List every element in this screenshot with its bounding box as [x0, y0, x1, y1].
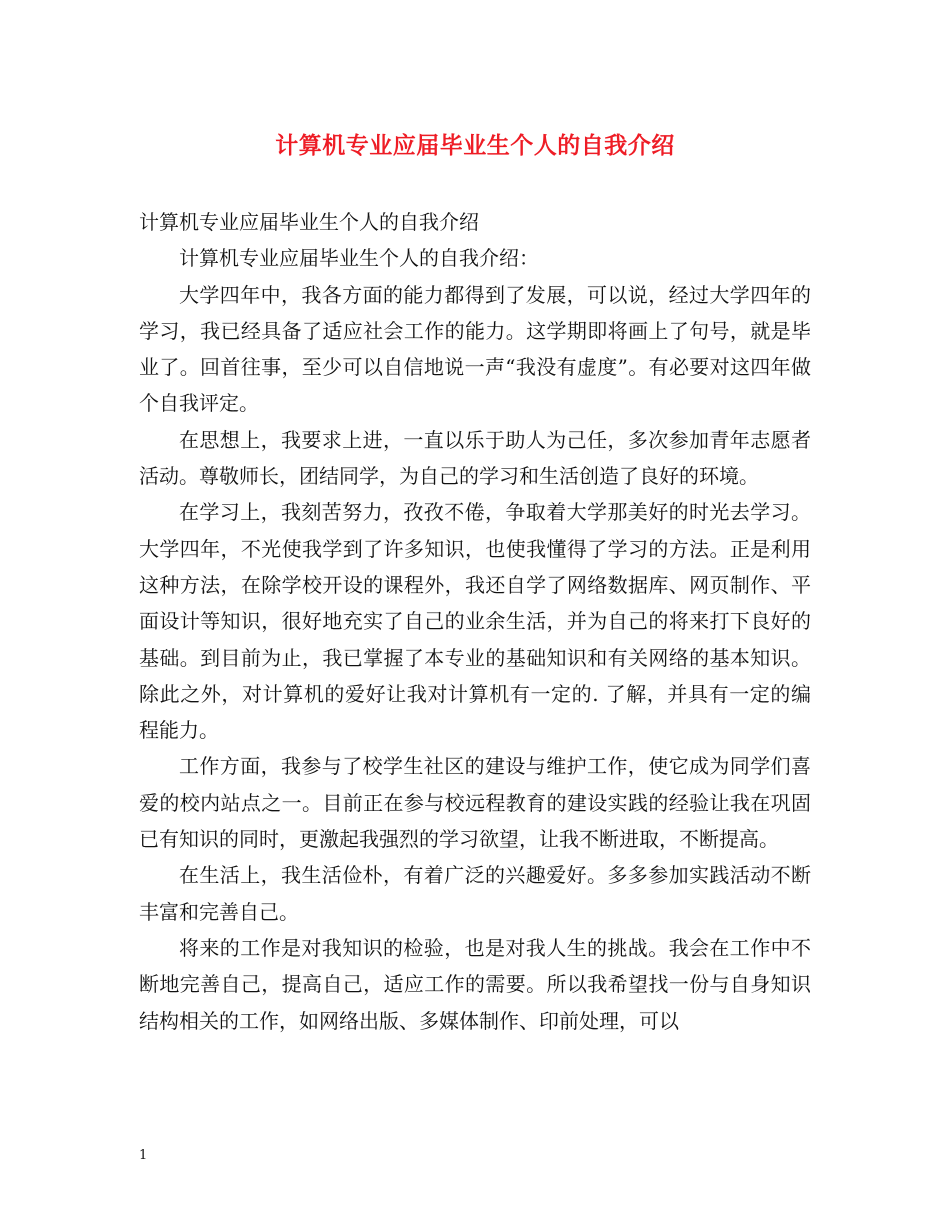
paragraph-work: 工作方面，我参与了校学生社区的建设与维护工作，使它成为同学们喜爱的校内站点之一。目前正在参与校远程教育的建设实践的经验让我在巩固已有知识的同时，更激起我强烈的学习欲望，让我不断进取，不断提高。 [139, 754, 811, 852]
document-title: 计算机专业应届毕业生个人的自我介绍 [275, 133, 675, 159]
paragraph-intro: 计算机专业应届毕业生个人的自我介绍： [179, 246, 539, 271]
paragraph-life: 在生活上，我生活俭朴，有着广泛的兴趣爱好。多多参加实践活动不断丰富和完善自己。 [139, 863, 811, 924]
paragraph-study: 在学习上，我刻苦努力，孜孜不倦，争取着大学那美好的时光去学习。大学四年，不光使我学到了许多知识，也使我懂得了学习的方法。正是利用这种方法，在除学校开设的课程外，我还自学了网络数据库、网页制作、平面设计等知识，很好地充实了自己的业余生活，并为自己的将来打下良好的基础。到目前为止，我已掌握了本专业的基础知识和有关网络的基本知识。除此之外，对计算机的爱好让我对计算机有一定的. 了解，并具有一定的编程能力。 [139, 500, 811, 743]
paragraph-future: 将来的工作是对我知识的检验，也是对我人生的挑战。我会在工作中不断地完善自己，提高自己，适应工作的需要。所以我希望找一份与自身知识结构相关的工作，如网络出版、多媒体制作、印前处理，可以 [139, 935, 811, 1033]
paragraph-ideology: 在思想上，我要求上进，一直以乐于助人为己任，多次参加青年志愿者活动。尊敬师长，团结同学，为自己的学习和生活创造了良好的环境。 [139, 427, 811, 489]
document-body [139, 204, 811, 1039]
document-subtitle: 计算机专业应届毕业生个人的自我介绍 [139, 210, 479, 234]
paragraph-overview: 大学四年中，我各方面的能力都得到了发展，可以说，经过大学四年的学习，我已经具备了适应社会工作的能力。这学期即将画上了句号，就是毕业了。回首往事，至少可以自信地说一声“我没有虚度”。有必要对这四年做个自我评定。 [139, 282, 811, 416]
page-number: 1 [139, 1148, 148, 1163]
